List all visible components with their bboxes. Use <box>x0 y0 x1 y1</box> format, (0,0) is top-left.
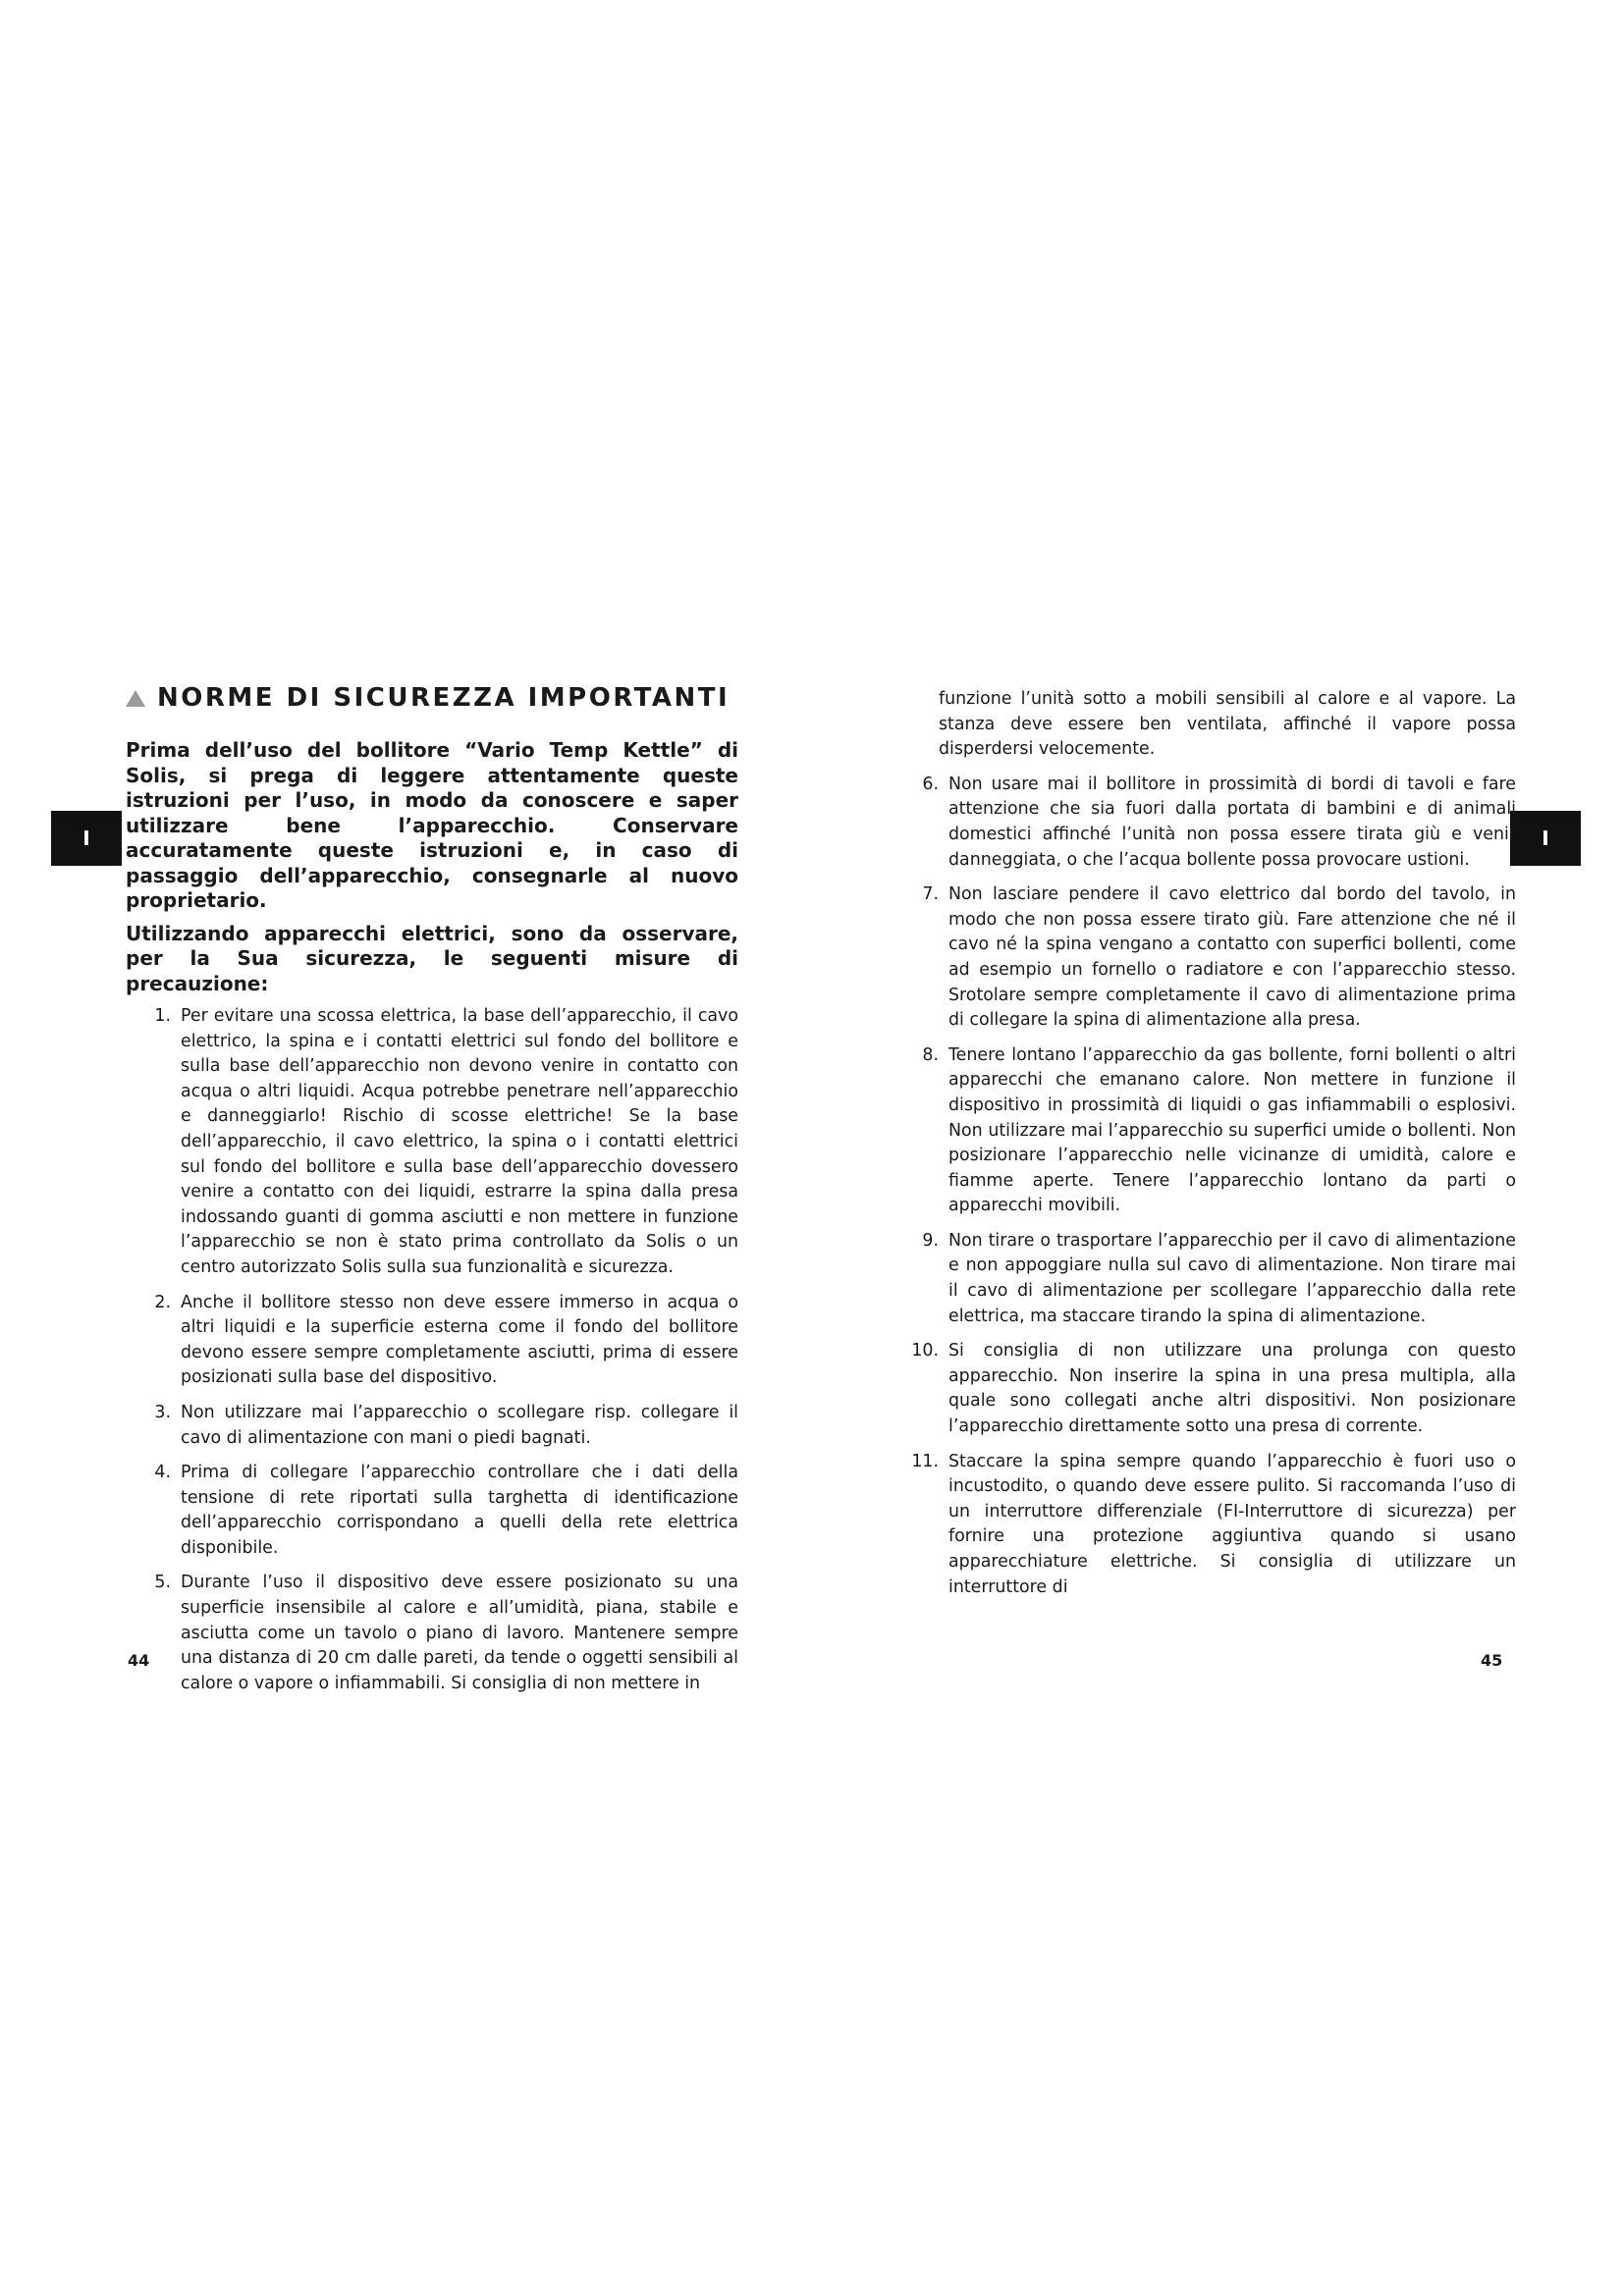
item-text: Anche il bollitore stesso non deve essere immerso in acqua o altri liquidi e la superficie esterna come il fondo del bollitore devono essere sempre completamente asciutti, prima di essere posizionati sulla base del dispositivo. <box>181 1292 738 1388</box>
item-number: 1. <box>154 1006 171 1026</box>
item-number: 11. <box>911 1451 939 1471</box>
item-5-continuation: funzione l’unità sotto a mobili sensibili al calore e al vapore. La stanza deve essere ben ventilata, affinché il vapore possa disperdersi velocemente. <box>939 689 1516 760</box>
item-number: 3. <box>154 1402 171 1422</box>
page-number-right: 45 <box>1481 1651 1503 1670</box>
item-number: 9. <box>922 1230 939 1251</box>
item-text: Non utilizzare mai l’apparecchio o scollegare risp. collegare il cavo di alimentazione con mani o piedi bagnati. <box>181 1402 738 1448</box>
left-page <box>126 683 738 1706</box>
safety-item-11 <box>903 1450 1516 1601</box>
item-number: 4. <box>154 1463 171 1483</box>
right-page <box>903 687 1516 1610</box>
language-tab-right: I <box>1510 811 1581 866</box>
item-text: Prima di collegare l’apparecchio controllare che i dati della tensione di rete riportati sulla targhetta di identificazione dell’apparecchio corrispondano a quelli della rete elettrica disponibile. <box>181 1463 738 1558</box>
item-text: Si consiglia di non utilizzare una prolunga con questo apparecchio. Non inserire la spina in una presa multipla, alla quale sono collegati anche altri dispositivi. Non posizionare l’apparecchio direttamente sotto una presa di corrente. <box>948 1341 1516 1437</box>
intro-paragraph-2: Utilizzando apparecchi elettrici, sono da osservare, per la Sua sicurezza, le seguenti misure di precauzione: <box>126 921 738 995</box>
item-text: Per evitare una scossa elettrica, la base dell’apparecchio, il cavo elettrico, la spina e i contatti elettrici sul fondo del bollitore e sulla base dell’apparecchio non devono venire in contatto con acqua o altri liquidi. Acqua potrebbe penetrare nell’apparecchio e danneggiarlo! Rischio di scosse elettriche! Se la base dell’apparecchio, il cavo elettrico, la spina o i contatti elettrici sul fondo del bollitore e sulla base dell’apparecchio dovessero venire a contatto con dei liquidi, estrarre la spina dalla presa indossando guanti di gomma asciutti e non mettere in funzione l’apparecchio se non è stato prima controllato da Solis o un centro autorizzato Solis sulla sua funzionalità e sicurezza. <box>181 1006 738 1277</box>
item-number: 8. <box>922 1044 939 1065</box>
item-text: Non lasciare pendere il cavo elettrico dal bordo del tavolo, in modo che non possa essere tirato giù. Fare attenzione che né il cavo né la spina vengano a contatto con superfici bollenti, come ad esempio un fornello o radiatore e con l’apparecchio stesso. Srotolare sempre completamente il cavo di alimentazione prima di collegare la spina di alimentazione alla presa. <box>948 884 1516 1031</box>
item-number: 6. <box>922 774 939 794</box>
safety-item-7 <box>903 882 1516 1034</box>
item-number: 7. <box>922 884 939 905</box>
language-tab-left: I <box>51 811 122 866</box>
page-number-left: 44 <box>128 1651 150 1670</box>
safety-item-1 <box>126 1004 738 1281</box>
item-text: Durante l’uso il dispositivo deve essere posizionato su una superficie insensibile al calore e all’umidità, piana, stabile e asciutta come un tavolo o piano di lavoro. Mantenere sempre una distanza di 20 cm dalle pareti, da tende o oggetti sensibili al calore o vapore o infiammabili. Si consiglia di non mettere in <box>181 1573 738 1693</box>
item-number: 10. <box>911 1341 939 1362</box>
safety-item-10 <box>903 1339 1516 1439</box>
safety-item-2 <box>126 1291 738 1391</box>
item-number: 2. <box>154 1292 171 1312</box>
heading-text: NORME DI SICUREZZA IMPORTANTI <box>157 683 731 713</box>
section-heading <box>126 683 738 713</box>
safety-item-8 <box>903 1043 1516 1219</box>
item-number: 5. <box>154 1573 171 1593</box>
warning-triangle-icon <box>126 690 145 707</box>
intro-paragraph-1: Prima dell’uso del bollitore “Vario Temp Kettle” di Solis, si prega di leggere attentamente queste istruzioni per l’uso, in modo da conoscere e saper utilizzare bene l’apparecchio. Conservare accuratamente queste istruzioni e, in caso di passaggio dell’apparecchio, consegnarle al nuovo proprietario. <box>126 738 738 912</box>
safety-item-6 <box>903 773 1516 873</box>
safety-item-5 <box>126 1571 738 1696</box>
safety-item-9 <box>903 1229 1516 1329</box>
safety-item-4 <box>126 1461 738 1561</box>
safety-item-3 <box>126 1401 738 1451</box>
item-text: Tenere lontano l’apparecchio da gas bollente, forni bollenti o altri apparecchi che emanano calore. Non mettere in funzione il dispositivo in prossimità di liquidi o gas infiammabili o esplosivi. Non utilizzare mai l’apparecchio su superfici umide o bollenti. Non posizionare l’apparecchio nelle vicinanze di umidità, calore e fiamme aperte. Tenere l’apparecchio lontano da parti o apparecchi movibili. <box>948 1044 1516 1216</box>
item-text: Non tirare o trasportare l’apparecchio per il cavo di alimentazione e non appoggiare nulla sul cavo di alimentazione. Non tirare mai il cavo di alimentazione per scollegare l’apparecchio dalla rete elettrica, ma staccare tirando la spina di alimentazione. <box>948 1230 1516 1326</box>
item-text: Non usare mai il bollitore in prossimità di bordi di tavoli e fare attenzione che sia fuori dalla portata di bambini e di animali domestici affinché l’unità non possa essere tirata giù e venir danneggiata, o che l’acqua bollente possa provocare ustioni. <box>948 774 1516 870</box>
item-text: Staccare la spina sempre quando l’apparecchio è fuori uso o incustodito, o quando deve essere pulito. Si raccomanda l’uso di un interruttore differenziale (FI-Interruttore di sicurezza) per fornire una protezione aggiuntiva quando si usano apparecchiature elettriche. Si consiglia di utilizzare un interruttore di <box>948 1451 1516 1597</box>
